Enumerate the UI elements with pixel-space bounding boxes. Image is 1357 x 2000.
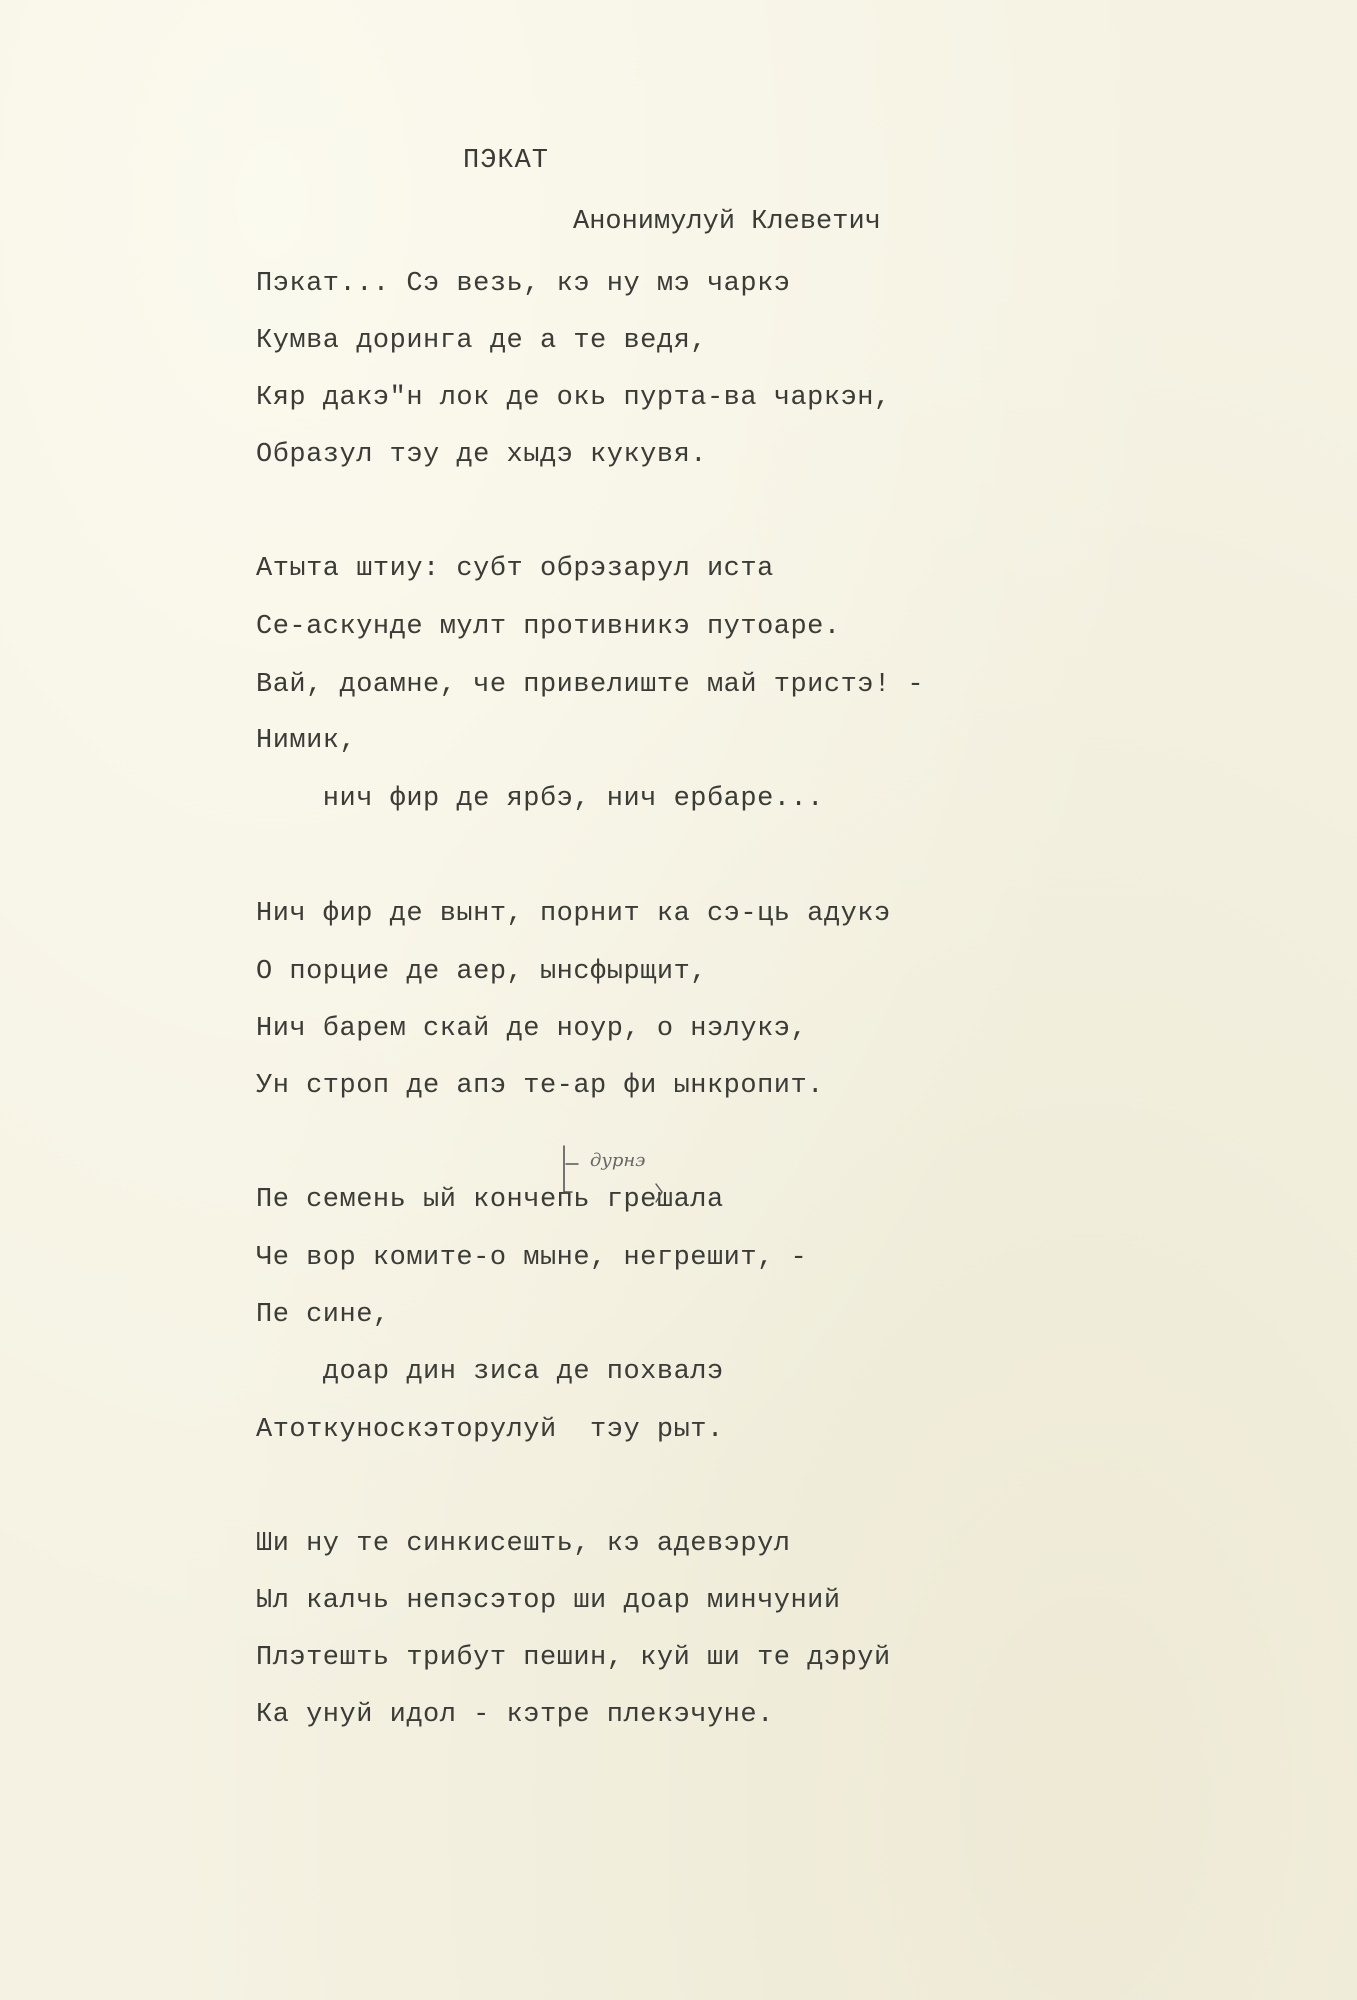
poem-line: О порцие де аер, ынсфырщит, [256, 957, 707, 987]
handwritten-note-text: дурнэ [590, 1150, 646, 1171]
poem-line: Ун строп де апэ те-ар фи ынкропит. [256, 1071, 824, 1101]
poem-line: Пе семень ый кончепь грешала [256, 1185, 724, 1215]
poem-line: Нимик, [256, 726, 357, 756]
poem-line: Ка унуй идол - кэтре плекэчуне. [256, 1700, 774, 1730]
poem-line: Се-аскунде мулт противникэ путоаре. [256, 612, 841, 642]
poem-line: Нич барем скай де ноур, о нэлукэ, [256, 1014, 808, 1044]
poem-line: Пе сине, [256, 1300, 390, 1330]
poem-line: Ши ну те синкисешть, кэ адевэрул [256, 1529, 791, 1559]
poem-line: Атоткуноскэторулуй тэу рыт. [256, 1415, 724, 1445]
poem-line: доар дин зиса де похвалэ [256, 1357, 724, 1387]
poem-line: Пэкат... Сэ везь, кэ ну мэ чаркэ [256, 269, 791, 299]
poem-line: Образул тэу де хыдэ кукувя. [256, 440, 707, 470]
poem-line: Плэтешть трибут пешин, куй ши те дэруй [256, 1643, 891, 1673]
poem-line: Ыл калчь непэсэтор ши доар минчуний [256, 1586, 841, 1616]
poem-line: Кумва доринга де а те ведя, [256, 326, 707, 356]
poem-line: Вай, доамне, че привелиште май тристэ! - [256, 670, 925, 700]
poem-line: Нич фир де вынт, порнит ка сэ-ць адукэ [256, 899, 891, 929]
handwritten-annotation [560, 1140, 700, 1210]
poem-title: ПЭКАТ [463, 146, 550, 176]
poem-author: Анонимулуй Клеветич [573, 207, 881, 237]
poem-line: Кяр дакэ"н лок де окь пурта-ва чаркэн, [256, 383, 891, 413]
poem-line: Че вор комите-о мыне, негрешит, - [256, 1243, 808, 1273]
poem-line: Атыта штиу: субт обрэзарул иста [256, 554, 774, 584]
poem-line: нич фир де ярбэ, нич ербаре... [256, 784, 824, 814]
